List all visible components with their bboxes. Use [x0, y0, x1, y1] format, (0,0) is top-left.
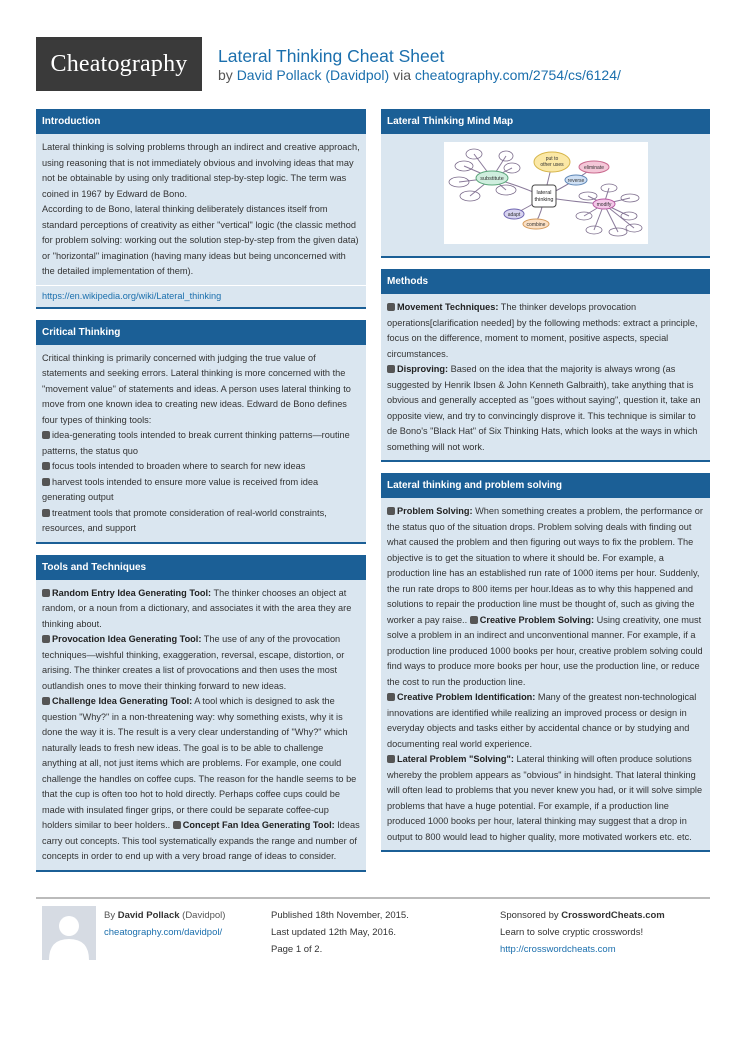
footer-dates [271, 907, 409, 958]
problem-solving-heading: Lateral thinking and problem solving [381, 473, 710, 498]
reverse-label: reverse [567, 178, 584, 184]
bullet-icon [387, 365, 395, 373]
bullet-icon [42, 509, 50, 517]
bullet-icon [42, 462, 50, 470]
item-text: Ideas carry out concepts. This tool systematically expands the range and number of concepts in order to end up with a very broad range of ideas to consider. [42, 820, 360, 861]
footer-author-name: David Pollack [117, 910, 180, 921]
list-item [42, 632, 360, 694]
tools-techniques-section [36, 555, 366, 872]
item-label: Creative Problem Identification: [397, 692, 536, 702]
list-item-text: harvest tools intended to ensure more value is received from idea generating output [42, 476, 319, 502]
bullet-icon [387, 507, 395, 515]
critical-thinking-heading: Critical Thinking [36, 320, 366, 345]
tools-techniques-heading: Tools and Techniques [36, 555, 366, 580]
user-silhouette-icon [42, 906, 96, 960]
left-column [36, 109, 366, 872]
author-link[interactable]: David Pollack (Davidpol) [236, 67, 390, 83]
substitute-label: substitute [479, 176, 504, 182]
wikipedia-link[interactable]: https://en.wikipedia.org/wiki/Lateral_thinking [36, 285, 366, 307]
list-item [387, 504, 704, 690]
item-text: Using creativity, one must solve a problem in an indirect and unconventional manner. For example, if a production line produced 1000 books per hour, creative problem solving could find ways to produce more books per hour, use the production line, or reduce the cost to run the production line. [387, 614, 703, 687]
footer-author-handle: (Davidpol) [182, 910, 226, 921]
bullet-icon [470, 616, 478, 624]
introduction-paragraph-1: Lateral thinking is solving problems through an indirect and creative approach, using reasoning that is not immediately obvious and involving ideas that may not be obtainable by using only traditional step-by-step logic. The term was coined in 1967 by Edward de Bono. [42, 142, 360, 199]
eliminate-label: eliminate [583, 165, 604, 171]
bullet-icon [387, 693, 395, 701]
introduction-paragraph-2: According to de Bono, lateral thinking deliberately distances itself from standard perceptions of creativity as either "vertical" logic (the classic method for problem solving: working out the solution step-by-step from the given data) or "horizontal" imagination (having many ideas but being unconcerned with the detailed implementation of them). [42, 204, 359, 276]
item-label: Concept Fan Idea Generating Tool: [182, 820, 335, 830]
bullet-icon [173, 821, 181, 829]
modify-label: modify [596, 202, 611, 208]
list-item-text: focus tools intended to broaden where to search for new ideas [52, 461, 306, 471]
avatar[interactable] [42, 906, 96, 960]
list-item [42, 694, 360, 865]
methods-section [381, 269, 710, 462]
list-item [387, 615, 703, 687]
put-to-other-uses-label-2: other uses [539, 162, 564, 168]
footer-author-link[interactable]: cheatography.com/davidpol/ [104, 927, 223, 938]
list-item [42, 586, 360, 633]
adapt-label: adapt [507, 212, 520, 218]
byline [218, 67, 621, 83]
footer-author-line [104, 907, 225, 924]
updated-date: Last updated 12th May, 2016. [271, 927, 396, 938]
item-label: Problem Solving: [397, 506, 473, 516]
combine-label: combine [526, 222, 545, 228]
item-text: A tool which is designed to ask the question "Why?" in a non-threatening way: why something exists, why it is done the way it is. The result is a very clear understanding of "Why?" which naturally leads to fresh new ideas. The goal is to be able to challenge anything at all, not just items which are problems. For example, one could challenge the handles on coffee cups. The reason for the handle seems to be that the cup is often too hot to hold directly. Perhaps coffee cups could be made with insulated finger grips, or there could be separate coffee-cup holders similar to beer holders.. [42, 696, 357, 830]
center-label-2: thinking [534, 197, 553, 203]
item-text: When something creates a problem, the performance or the status quo of the situation drops. Problem solving deals with finding out what caused the problem and then figuring out ways to fix the problem. The objective is to get the situation to where it should be. For example, a production line has an established run rate of 1000 items per hour. Suddenly, the run rate drops to 800 items per hour.Ideas as to why this happened and solutions to repair the production line must be thought of, such as giving the worker a pay raise.. [387, 506, 703, 625]
list-item [387, 300, 704, 362]
bullet-icon [42, 431, 50, 439]
list-item [42, 428, 360, 459]
bullet-icon [387, 755, 395, 763]
item-label: Random Entry Idea Generating Tool: [52, 587, 212, 598]
item-label: Lateral Problem "Solving": [397, 754, 514, 764]
critical-thinking-intro: Critical thinking is primarily concerned with judging the true value of statements and seeking errors. Lateral thinking is more concerned with the "movement value" of statements and ideas. A person uses lateral thinking to move from one known idea to creating new ideas. Edward de Bono defines four types of thinking tools: [42, 352, 351, 425]
list-item [387, 690, 704, 752]
bullet-icon [42, 635, 50, 643]
item-text: Lateral thinking will often produce solutions whereby the problem appears as "obvious" in hindsight. That lateral thinking will often lead to problems that you never knew you had, or it will solve simple problems that have a huge potential. For example, if a production line produced 1000 books per hour, lateral thinking may suggest that a drop in output to 800 would lead to higher quality, more motivated workers etc. etc. [387, 754, 703, 842]
item-text: The use of any of the provocation techniques—wishful thinking, exaggeration, reversal, escape, distortion, or arising. The thinker creates a list of provocations and then uses the most outlandish ones to move their thinking forward to new ideas. [42, 634, 345, 691]
sponsor-name: CrosswordCheats.com [561, 910, 665, 921]
critical-thinking-section [36, 320, 366, 544]
bullet-icon [42, 697, 50, 705]
sponsor-line [500, 907, 665, 924]
list-item [42, 475, 360, 506]
item-text: Many of the greatest non-technological innovations are identified while realizing an improved process or design in everyday objects and tasks either by accidental chance or by studying and documenting real world experience. [387, 692, 697, 749]
mind-map-section [381, 109, 710, 258]
introduction-body [36, 134, 366, 285]
sponsor-link[interactable]: http://crosswordcheats.com [500, 944, 616, 955]
byline-via: via [393, 67, 411, 83]
introduction-heading: Introduction [36, 109, 366, 134]
introduction-section [36, 109, 366, 309]
page-title: Lateral Thinking Cheat Sheet [218, 46, 445, 66]
problem-solving-body [381, 498, 710, 850]
footer [36, 897, 710, 967]
list-item [387, 752, 704, 845]
list-item [387, 362, 704, 455]
item-label: Disproving: [397, 364, 449, 374]
methods-body [381, 294, 710, 460]
put-to-other-uses-label-1: put to [545, 156, 558, 162]
critical-thinking-body [36, 345, 366, 542]
item-text: The thinker chooses an object at random, or a noun from a dictionary, and associates it with the area they are thinking about. [42, 587, 352, 629]
list-item [42, 459, 360, 475]
footer-author [104, 907, 225, 941]
mind-map-container [381, 134, 710, 256]
published-date: Published 18th November, 2015. [271, 910, 409, 921]
mind-map-image [444, 142, 648, 244]
footer-by: By [104, 910, 116, 921]
item-label: Provocation Idea Generating Tool: [52, 634, 202, 644]
item-label: Creative Problem Solving: [479, 614, 595, 625]
methods-heading: Methods [381, 269, 710, 294]
list-item-text: treatment tools that promote consideration of real-world constraints, resources, and support [42, 507, 327, 533]
item-label: Challenge Idea Generating Tool: [52, 696, 193, 706]
sheet-url-link[interactable]: cheatography.com/2754/cs/6124/ [414, 67, 621, 83]
mind-map-heading: Lateral Thinking Mind Map [381, 109, 710, 134]
tools-techniques-body [36, 580, 366, 870]
item-label: Movement Techniques: [397, 302, 499, 312]
cheatography-logo[interactable]: Cheatography [36, 37, 202, 91]
lateral-thinking-center-node [532, 185, 556, 207]
item-text: The thinker develops provocation operations[clarification needed] by the following methods: extract a principle, focus on the difference, moment to moment, positive aspects, special circumstances. [387, 302, 698, 359]
page-number: Page 1 of 2. [271, 944, 323, 955]
bullet-icon [387, 303, 395, 311]
right-column [381, 109, 710, 852]
sponsor-tagline: Learn to solve cryptic crosswords! [500, 927, 644, 938]
footer-sponsor [500, 907, 665, 958]
list-item [42, 506, 360, 537]
bullet-icon [42, 589, 50, 597]
bullet-icon [42, 478, 50, 486]
item-text: Based on the idea that the majority is always wrong (as suggested by Henrik Ibsen & John Kenneth Galbraith), take anything that is obvious and generally accepted as "goes without saying", question it, take an opposite view, and try to convincingly disprove it. This technique is similar to de Bono's "Black Hat" of Six Thinking Hats, which looks at the ways in which something will not work. [387, 364, 701, 452]
center-label-1: lateral [536, 190, 551, 196]
sponsored-by: Sponsored by [500, 910, 559, 921]
problem-solving-section [381, 473, 710, 852]
list-item-text: idea-generating tools intended to break current thinking patterns—routine patterns, the status quo [42, 430, 350, 456]
byline-by: by [218, 67, 233, 83]
